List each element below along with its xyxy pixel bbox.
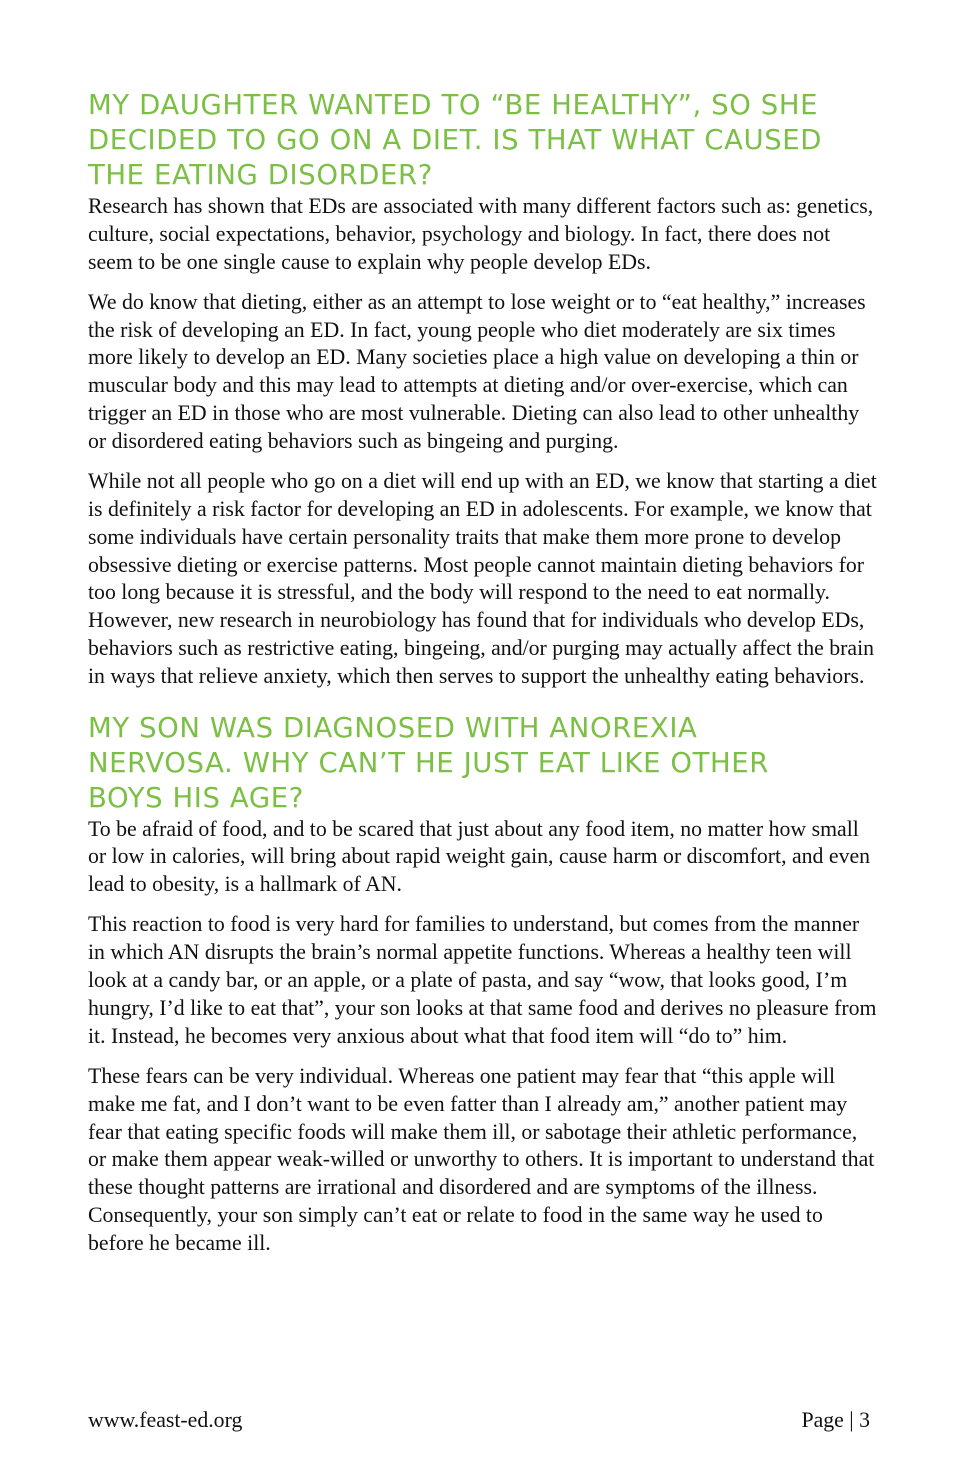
section-heading: MY DAUGHTER WANTED TO “BE HEALTHY”, SO SHE DECIDED TO GO ON A DIET. IS THAT WHAT CAUSED THE EATING DISORDER?	[88, 89, 823, 191]
paragraph: To be afraid of food, and to be scared that just about any food item, no matter how small or low in calories, will bring about rapid weight gain, cause harm or discomfort, and even lead to obesity, is a hallmark of AN.	[88, 816, 871, 897]
paragraph: This reaction to food is very hard for families to understand, but comes from the manner in which AN disrupts the brain’s normal appetite functions. Whereas a healthy teen will look at a candy bar, or an apple, or a plate of pasta, and say “wow, that looks good, I’m hungry, I’d like to eat that”, your son looks at that same food and derives no pleasure from it. Instead, he becomes very anxious about what that food item will “do to” him.	[88, 912, 877, 1048]
page-footer	[88, 1406, 870, 1434]
faq-section-anorexia	[88, 711, 880, 1258]
section-heading: MY SON WAS DIAGNOSED WITH ANOREXIA NERVOSA. WHY CAN’T HE JUST EAT LIKE OTHER BOYS HIS AGE?	[88, 711, 769, 814]
paragraph: Research has shown that EDs are associated with many different factors such as: genetics, culture, social expectations, behavior, psychology and biology. In fact, there does not seem to be one single cause to explain why people develop EDs.	[88, 194, 874, 274]
paragraph: These fears can be very individual. Whereas one patient may fear that “this apple will make me fat, and I don’t want to be even fatter than I already am,” another patient may fear that eating specific foods will make them ill, or sabotage their athletic performance, or make them appear weak-willed or unworthy to others. It is important to understand that these thought patterns are irrational and disordered and are symptoms of the illness. Consequently, your son simply can’t eat or relate to food in the same way he used to before he became ill.	[88, 1063, 875, 1255]
faq-section-diet	[88, 88, 880, 691]
page-content	[88, 88, 880, 1270]
paragraph: We do know that dieting, either as an attempt to lose weight or to “eat healthy,” increases the risk of developing an ED. In fact, young people who diet moderately are six times more likely to develop an ED. Many societies place a high value on developing a thin or muscular body and this may lead to attempts at dieting and/or over-exercise, which can trigger an ED in those who are most vulnerable. Dieting can also lead to other unhealthy or disordered eating behaviors such as bingeing and purging.	[88, 289, 866, 453]
paragraph: While not all people who go on a diet will end up with an ED, we know that starting a diet is definitely a risk factor for developing an ED in adolescents. For example, we know that some individuals have certain personality traits that make them more prone to develop obsessive dieting or exercise patterns. Most people cannot maintain dieting behaviors for too long because it is stressful, and the body will respond to the need to eat normally. However, new research in neurobiology has found that for individuals who develop EDs, behaviors such as restrictive eating, bingeing, and/or purging may actually affect the brain in ways that relieve anxiety, which then serves to support the unhealthy eating behaviors.	[88, 469, 877, 688]
page-number: Page | 3	[801, 1408, 870, 1432]
footer-website-link[interactable]: www.feast-ed.org	[88, 1408, 243, 1432]
